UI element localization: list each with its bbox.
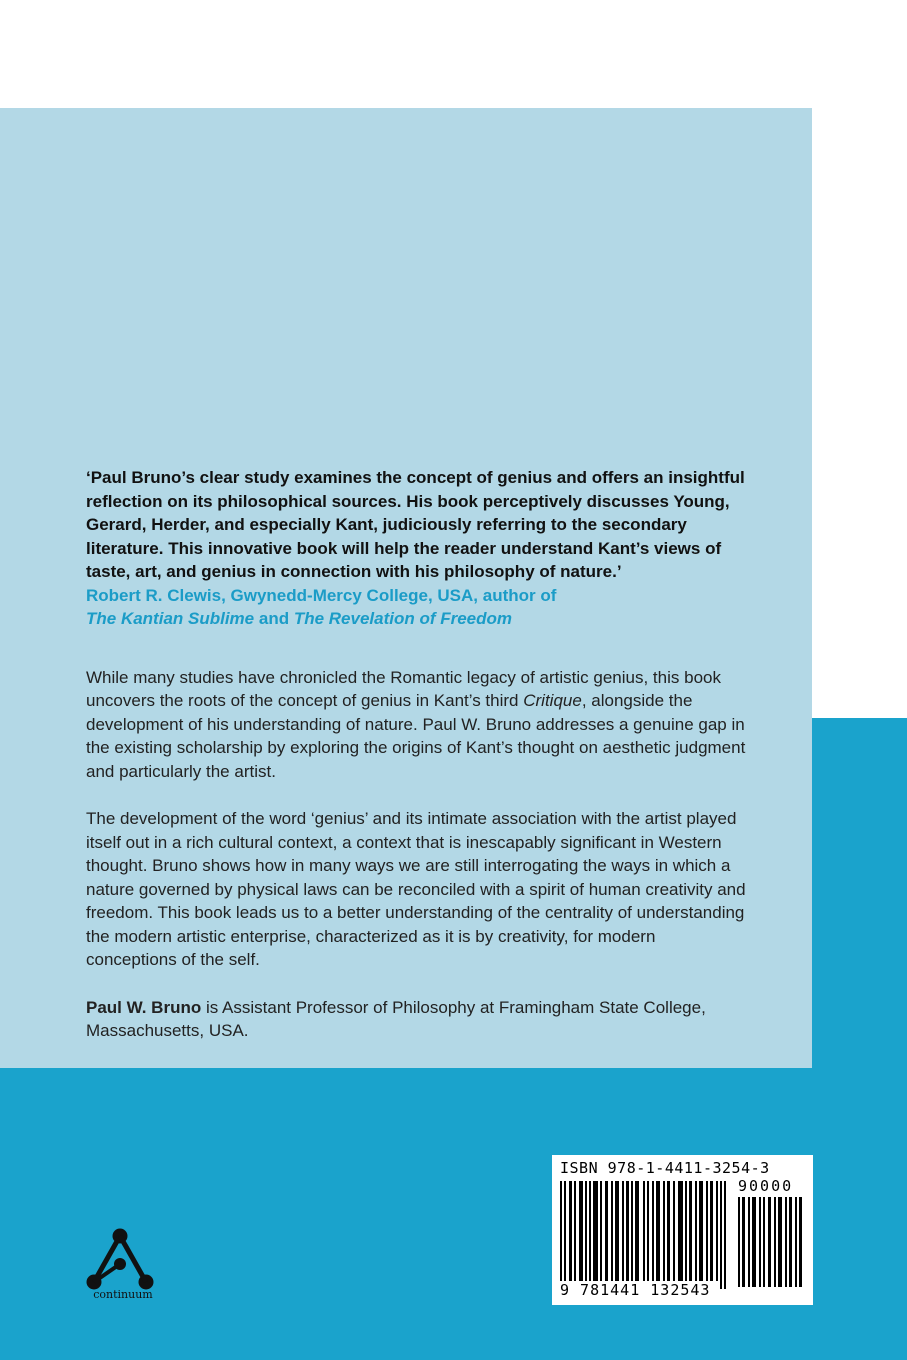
description-paragraph-1	[86, 666, 746, 784]
back-cover-text	[86, 466, 746, 1043]
isbn-label: ISBN 978-1-4411-3254-3	[560, 1159, 770, 1177]
ean13-bars	[560, 1181, 734, 1289]
description-p1-italic: Critique	[523, 691, 582, 710]
reviewer-credit: Robert R. Clewis, Gwynedd-Mercy College, USA, author of	[86, 585, 557, 605]
title-joiner: and	[254, 609, 294, 628]
author-name: Paul W. Bruno	[86, 997, 202, 1017]
description-paragraph-2: The development of the word ‘genius’ and its intimate association with the artist played itself out in a rich cultural context, a context that is inescapably significant in Western thought. Bruno shows how in many ways we are still interrogating the ways in which a nature governed by physical laws can be reconciled with a spirit of human creativity and freedom. This book leads us to a better understanding of the centrality of understanding the modern artistic enterprise, characterized as it is by creativity, for modern conceptions of the self.	[86, 809, 746, 969]
book-title-kantian-sublime: The Kantian Sublime	[86, 609, 255, 628]
publisher-name: continuum	[93, 1288, 153, 1301]
author-bio	[86, 996, 746, 1043]
description-p1-end: , alongside the development of his understanding of nature. Paul W. Bruno addresses a genuine gap in the existing scholarship by exploring the origins of Kant’s thought on aesthetic judgment and particularly the artist.	[86, 691, 746, 781]
isbn-barcode	[552, 1155, 813, 1305]
price-code: 90000	[738, 1177, 794, 1195]
price-addon-bars	[738, 1197, 804, 1287]
review-attribution	[86, 584, 746, 631]
review-quote: ‘Paul Bruno’s clear study examines the concept of genius and offers an insightful reflection on its philosophical sources. His book perceptively discusses Young, Gerard, Herder, and especially Kant, judiciously referring to the secondary literature. This innovative book will help the reader understand Kant’s views of taste, art, and genius in connection with his philosophy of nature.’	[86, 468, 745, 581]
ean-digits: 9 781441 132543	[560, 1281, 711, 1299]
description-p1-start: While many studies have chronicled the Romantic legacy of artistic genius, this book uncovers the roots of the concept of genius in Kant’s third	[86, 667, 721, 710]
author-bio-text: is Assistant Professor of Philosophy at Framingham State College, Massachusetts, USA.	[86, 997, 706, 1040]
book-title-revelation-of-freedom: The Revelation of Freedom	[293, 609, 513, 628]
